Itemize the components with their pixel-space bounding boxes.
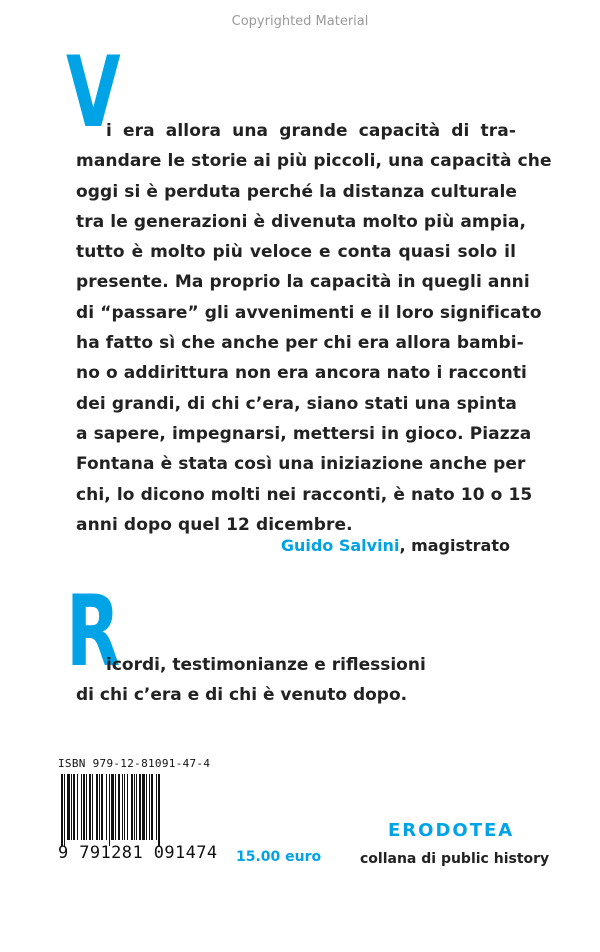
barcode-bar bbox=[67, 774, 70, 840]
barcode-image bbox=[60, 774, 196, 846]
barcode-bar bbox=[146, 774, 147, 840]
barcode-bar bbox=[142, 774, 145, 840]
barcode-bar bbox=[139, 774, 141, 840]
barcode-digits: 9 791281 091474 bbox=[58, 843, 218, 863]
barcode-bar bbox=[131, 774, 133, 840]
quote-line: chi, lo dicono molti nei racconti, è nato 10 o 15 bbox=[76, 484, 533, 505]
barcode-bar bbox=[61, 774, 63, 846]
quote-line: di “passare” gli avvenimenti e il loro significato bbox=[76, 302, 542, 323]
publisher-name: ERODOTEA bbox=[388, 820, 515, 841]
subtitle-line: di chi c’era e di chi è venuto dopo. bbox=[76, 685, 408, 705]
quote-line: dei grandi, di chi c’era, siano stati una spinta bbox=[76, 393, 517, 414]
quote-line: mandare le storie ai più piccoli, una capacità che bbox=[76, 151, 552, 172]
barcode-bar bbox=[96, 774, 98, 840]
subtitle-dropcap: R bbox=[66, 575, 121, 689]
quote-attribution bbox=[281, 536, 510, 555]
quote-line: anni dopo quel 12 dicembre. bbox=[76, 514, 353, 535]
quote-line: presente. Ma proprio la capacità in quegli anni bbox=[76, 272, 530, 293]
barcode-bar bbox=[83, 774, 85, 840]
quote-text bbox=[76, 116, 552, 540]
barcode-bar bbox=[109, 774, 110, 846]
quote-dropcap: V bbox=[66, 36, 121, 150]
isbn-label: ISBN 979-12-81091-47-4 bbox=[58, 757, 211, 770]
barcode-bar bbox=[99, 774, 100, 840]
barcode-bar bbox=[86, 774, 87, 840]
subtitle-text bbox=[76, 650, 426, 710]
barcode-bar bbox=[81, 774, 82, 840]
barcode-bar bbox=[64, 774, 65, 846]
barcode-bar bbox=[106, 774, 107, 840]
barcode-bar bbox=[149, 774, 150, 840]
series-name: collana di public history bbox=[360, 851, 550, 867]
barcode-bar bbox=[92, 774, 93, 840]
barcode-bar bbox=[151, 774, 153, 840]
quote-line: tra le generazioni è divenuta molto più ampia, bbox=[76, 211, 527, 232]
barcode-bar bbox=[124, 774, 125, 840]
barcode-bar bbox=[101, 774, 103, 840]
quote-line: a sapere, impegnarsi, mettersi in gioco. Piazza bbox=[76, 423, 532, 444]
barcode-bar bbox=[134, 774, 135, 840]
quote-author-role: , magistrato bbox=[399, 536, 510, 555]
barcode-bar bbox=[158, 774, 160, 846]
barcode-bar bbox=[118, 774, 120, 840]
barcode-bar bbox=[136, 774, 137, 840]
barcode-bar bbox=[127, 774, 128, 840]
barcode-bar bbox=[73, 774, 75, 840]
quote-line: Fontana è stata così una iniziazione anche per bbox=[76, 454, 526, 475]
quote-line: ha fatto sì che anche per chi era allora bambi- bbox=[76, 333, 524, 354]
price: 15.00 euro bbox=[236, 849, 322, 865]
barcode-bar bbox=[156, 774, 157, 840]
barcode-bar bbox=[71, 774, 72, 840]
quote-line: tutto è molto più veloce e conta quasi solo il bbox=[76, 242, 516, 263]
barcode-bar bbox=[115, 774, 116, 840]
quote-line: oggi si è perduta perché la distanza culturale bbox=[76, 181, 518, 202]
subtitle-line: icordi, testimonianze e riflessioni bbox=[106, 655, 426, 675]
barcode-bar bbox=[111, 774, 114, 840]
barcode-bar bbox=[89, 774, 91, 840]
quote-author: Guido Salvini bbox=[280, 536, 400, 555]
copyright-watermark: Copyrighted Material bbox=[231, 14, 369, 29]
barcode-bar bbox=[122, 774, 123, 840]
quote-line: i era allora una grande capacità di tra- bbox=[106, 121, 516, 141]
quote-line: no o addirittura non era ancora nato i racconti bbox=[76, 363, 527, 384]
barcode-bar bbox=[77, 774, 78, 840]
